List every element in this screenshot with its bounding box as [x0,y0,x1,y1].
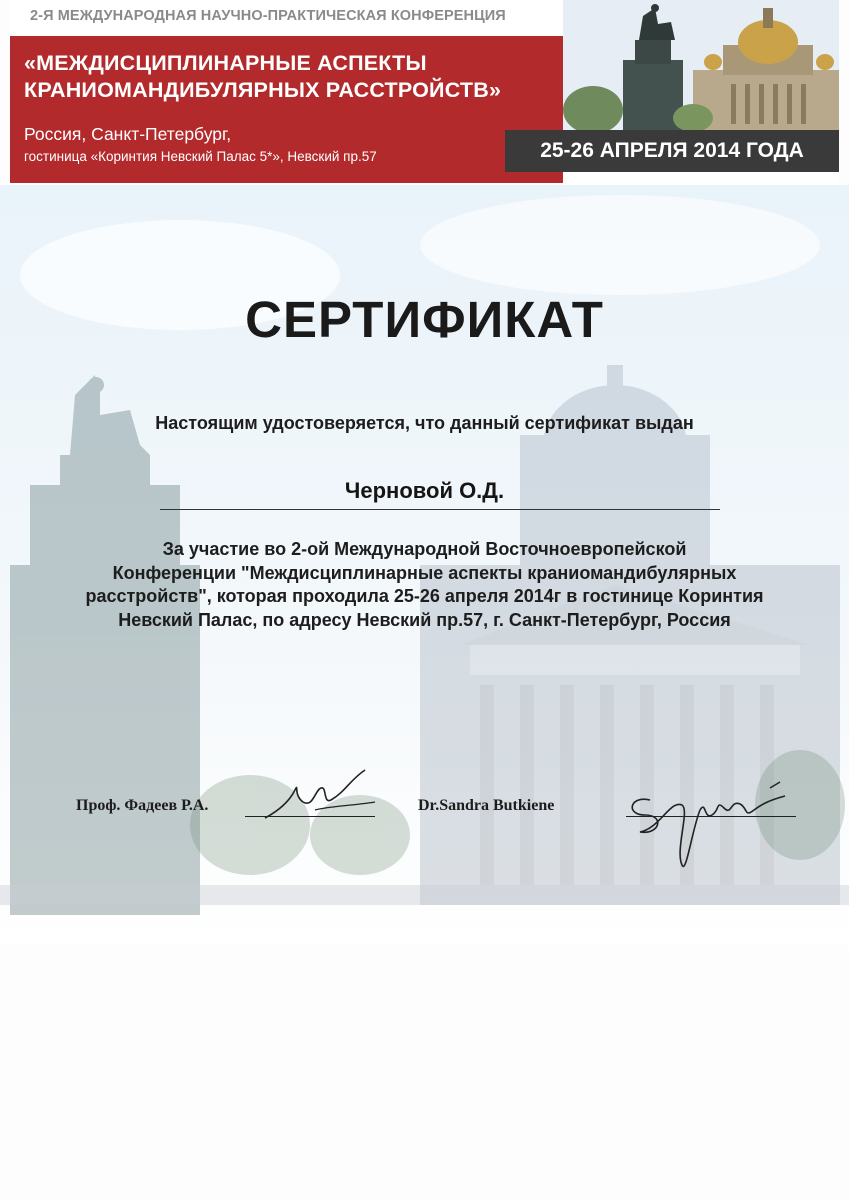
statement-line: Конференции "Междисциплинарные аспекты краниомандибулярных [112,562,737,583]
conference-title-line1: «МЕЖДИСЦИПЛИНАРНЫЕ АСПЕКТЫ [24,51,427,75]
conference-dates: 25-26 АПРЕЛЯ 2014 ГОДА [540,139,804,162]
conference-title-line2: КРАНИОМАНДИБУЛЯРНЫХ РАССТРОЙСТВ» [24,78,502,102]
signatory-right-name: Dr.Sandra Butkiene [418,797,555,814]
conference-city: Россия, Санкт-Петербург, [24,124,232,144]
certificate-title: СЕРТИФИКАТ [245,291,604,348]
statement-line: Невский Палас, по адресу Невский пр.57, г. Санкт-Петербург, Россия [118,609,731,630]
conference-header [10,0,839,185]
recipient-underline [160,509,720,510]
statement-line: За участие во 2-ой Международной Восточноевропейской [162,539,687,559]
header-photo [563,0,839,132]
participation-statement [60,538,789,632]
conference-edition: 2-Я МЕЖДУНАРОДНАЯ НАУЧНО-ПРАКТИЧЕСКАЯ КОНФЕРЕНЦИЯ [30,8,506,24]
title-banner [10,36,563,183]
signature-left [255,760,395,830]
conference-venue: гостиница «Коринтия Невский Палас 5*», Невский пр.57 [24,149,377,164]
recipient-name: Черновой О.Д. [344,478,505,503]
signature-right [620,770,810,890]
statement-line: расстройств", которая проходила 25-26 апреля 2014г в гостинице Коринтия [85,586,764,606]
issued-statement: Настоящим удостоверяется, что данный сертификат выдан [155,413,694,433]
signatory-left-name: Проф. Фадеев Р.А. [76,797,209,814]
date-bar [505,130,839,172]
cathedral-monument-photo [563,0,839,132]
